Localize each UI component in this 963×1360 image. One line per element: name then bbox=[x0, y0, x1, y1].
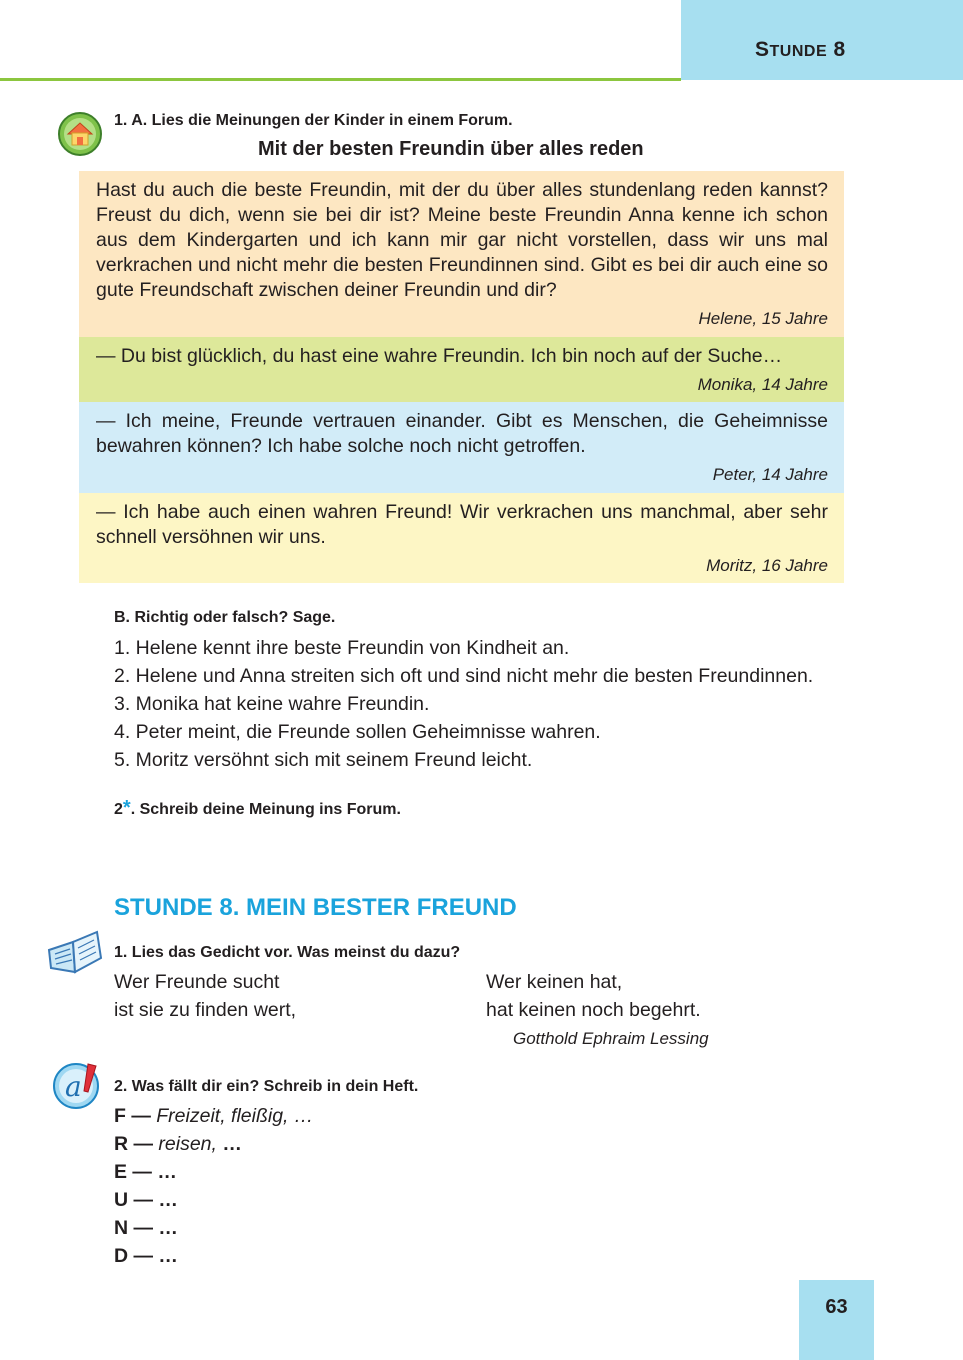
acrostic-task-heading: 2. Was fällt dir ein? Schreib in dein Heft. bbox=[114, 1078, 419, 1095]
acrostic-line: U — … bbox=[114, 1189, 178, 1211]
page-header-title: STUNDE 8 bbox=[755, 38, 846, 61]
post-author: Moritz, 16 Jahre bbox=[706, 556, 828, 575]
svg-text:a: a bbox=[65, 1070, 82, 1103]
poem-line: Wer Freunde sucht bbox=[114, 971, 280, 993]
list-item: 5. Moritz versöhnt sich mit seinem Freund leicht. bbox=[114, 749, 533, 771]
post-text: — Du bist glücklich, du hast eine wahre Freundin. Ich bin noch auf der Suche… bbox=[96, 345, 783, 367]
forum-post bbox=[79, 337, 844, 402]
header-rule bbox=[0, 78, 681, 81]
acrostic-line: D — … bbox=[114, 1245, 178, 1267]
post-text: — Ich habe auch einen wahren Freund! Wir verkrachen uns manchmal, aber sehr schnell versöhnen wir uns. bbox=[96, 501, 828, 548]
open-book-icon bbox=[45, 928, 105, 981]
page-number-box bbox=[799, 1280, 874, 1360]
poem-author: Gotthold Ephraim Lessing bbox=[513, 1029, 709, 1048]
list-item: 2. Helene und Anna streiten sich oft und sind nicht mehr die besten Freundinnen. bbox=[114, 665, 814, 687]
house-icon bbox=[57, 111, 103, 162]
acrostic-line: E — … bbox=[114, 1161, 177, 1183]
forum-title: Mit der besten Freundin über alles reden bbox=[258, 138, 644, 160]
forum-post bbox=[79, 171, 844, 337]
task-2-heading: 2*. Schreib deine Meinung ins Forum. bbox=[114, 797, 401, 819]
page-number: 63 bbox=[825, 1296, 848, 1318]
list-item: 3. Monika hat keine wahre Freundin. bbox=[114, 693, 430, 715]
poem-line: hat keinen noch begehrt. bbox=[486, 999, 701, 1021]
post-author: Monika, 14 Jahre bbox=[697, 375, 828, 394]
post-text: Hast du auch die beste Freundin, mit der du über alles stundenlang reden kannst? Freust du dich, wenn sie bei dir ist? Meine beste Freundin Anna kenne ich schon aus dem Kindergarten und ich kann mir gar nicht vorstellen, dass wir uns mal verkrachen und nicht mehr die besten Freundinnen sind. Gibt es bei dir auch eine so gute Freundschaft zwischen deiner Freundin und dir? bbox=[96, 179, 828, 301]
acrostic-line: N — … bbox=[114, 1217, 178, 1239]
statement-list bbox=[114, 634, 813, 774]
poem-task-heading: 1. Lies das Gedicht vor. Was meinst du dazu? bbox=[114, 944, 461, 961]
poem-line: ist sie zu finden wert, bbox=[114, 999, 297, 1021]
acrostic-line: R — reisen, … bbox=[114, 1133, 242, 1155]
forum-post bbox=[79, 493, 844, 583]
section-title: STUNDE 8. MEIN BESTER FREUND bbox=[114, 894, 517, 921]
poem-line: Wer keinen hat, bbox=[486, 971, 623, 993]
letter-a-pencil-icon bbox=[52, 1060, 104, 1115]
task-1b-heading: B. Richtig oder falsch? Sage. bbox=[114, 609, 336, 626]
post-text: — Ich meine, Freunde vertrauen einander. Gibt es Menschen, die Geheimnisse bewahren können? Ich habe solche noch nicht getroffen. bbox=[96, 410, 828, 457]
post-author: Peter, 14 Jahre bbox=[712, 465, 828, 484]
list-item: 1. Helene kennt ihre beste Freundin von Kindheit an. bbox=[114, 637, 570, 659]
forum-post bbox=[79, 402, 844, 493]
task-1a-heading: 1. A. Lies die Meinungen der Kinder in einem Forum. bbox=[114, 112, 513, 129]
list-item: 4. Peter meint, die Freunde sollen Geheimnisse wahren. bbox=[114, 721, 601, 743]
acrostic-line: F — Freizeit, fleißig, … bbox=[114, 1105, 314, 1127]
star-icon: * bbox=[122, 797, 131, 819]
post-author: Helene, 15 Jahre bbox=[698, 309, 828, 328]
